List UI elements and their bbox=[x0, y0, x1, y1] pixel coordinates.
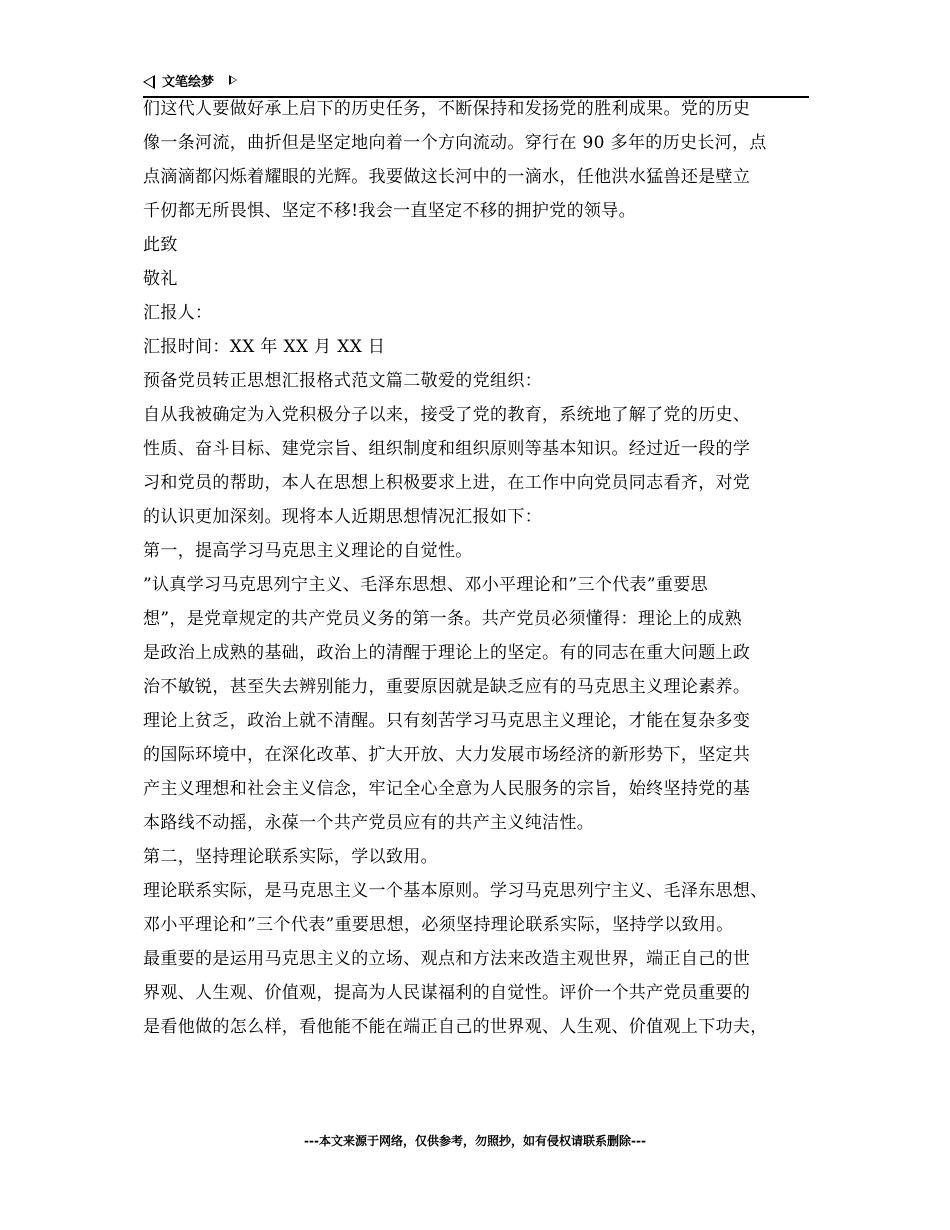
body-line: 像一条河流，曲折但是坚定地向着一个方向流动。穿行在 90 多年的历史长河，点 bbox=[143, 133, 767, 153]
body-line: 本路线不动摇，永葆一个共产党员应有的共产主义纯洁性。 bbox=[143, 813, 595, 833]
body-line: 们这代人要做好承上启下的历史任务，不断保持和发扬党的胜利成果。党的历史 bbox=[143, 99, 751, 119]
point-heading: 第一，提高学习马克思主义理论的自觉性。 bbox=[143, 541, 473, 561]
body-line: 想”，是党章规定的共产党员义务的第一条。共产党员必须懂得：理论上的成熟 bbox=[143, 609, 742, 629]
body-line: 性质、奋斗目标、建党宗旨、组织制度和组织原则等基本知识。经过近一段的学 bbox=[143, 439, 751, 459]
body-line: 产主义理想和社会主义信念，牢记全心全意为人民服务的宗旨，始终坚持党的基 bbox=[143, 779, 751, 799]
reporter-line: 汇报人： bbox=[143, 303, 213, 323]
triangle-left-icon bbox=[143, 75, 155, 89]
body-line: 千仞都无所畏惧、坚定不移!我会一直坚定不移的拥护党的领导。 bbox=[143, 201, 636, 221]
closing-line: 敬礼 bbox=[143, 269, 178, 289]
body-line: 的认识更加深刻。现将本人近期思想情况汇报如下： bbox=[143, 507, 543, 527]
page-footer-disclaimer: ---本文来源于网络，仅供参考，勿照抄，如有侵权请联系删除--- bbox=[304, 1134, 646, 1148]
body-line: 理论上贫乏，政治上就不清醒。只有刻苦学习马克思主义理论，才能在复杂多变 bbox=[143, 711, 751, 731]
document-body bbox=[143, 92, 823, 1044]
body-line: 点滴滴都闪烁着耀眼的光辉。我要做这长河中的一滴水，任他洪水猛兽还是壁立 bbox=[143, 167, 751, 187]
section-heading: 预备党员转正思想汇报格式范文篇二敬爱的党组织： bbox=[143, 371, 543, 391]
body-line: 治不敏锐，甚至失去辨别能力，重要原因就是缺乏应有的马克思主义理论素养。 bbox=[143, 677, 751, 697]
body-line: 是看他做的怎么样，看他能不能在端正自己的世界观、人生观、价值观上下功夫， bbox=[143, 1017, 768, 1037]
closing-line: 此致 bbox=[143, 235, 178, 255]
body-line: 是政治上成熟的基础，政治上的清醒于理论上的坚定。有的同志在重大问题上政 bbox=[143, 643, 751, 663]
body-line: 自从我被确定为入党积极分子以来，接受了党的教育，系统地了解了党的历史、 bbox=[143, 405, 751, 425]
body-line: 习和党员的帮助，本人在思想上积极要求上进，在工作中向党员同志看齐，对党 bbox=[143, 473, 751, 493]
body-line: 理论联系实际，是马克思主义一个基本原则。学习马克思列宁主义、毛泽东思想、 bbox=[143, 881, 768, 901]
header-brand: 文笔绘梦 bbox=[162, 75, 215, 90]
point-heading: 第二，坚持理论联系实际，学以致用。 bbox=[143, 847, 438, 867]
body-line: 最重要的是运用马克思主义的立场、观点和方法来改造主观世界，端正自己的世 bbox=[143, 949, 751, 969]
body-line: 界观、人生观、价值观，提高为人民谋福利的自觉性。评价一个共产党员重要的 bbox=[143, 983, 751, 1003]
report-date-line: 汇报时间：XX 年 XX 月 XX 日 bbox=[143, 337, 386, 357]
body-line: ”认真学习马克思列宁主义、毛泽东思想、邓小平理论和”三个代表”重要思 bbox=[143, 575, 708, 595]
body-line: 的国际环境中，在深化改革、扩大开放、大力发展市场经济的新形势下，坚定共 bbox=[143, 745, 751, 765]
body-line: 邓小平理论和”三个代表”重要思想，必须坚持理论联系实际，坚持学以致用。 bbox=[143, 915, 734, 935]
triangle-right-icon bbox=[229, 75, 237, 85]
